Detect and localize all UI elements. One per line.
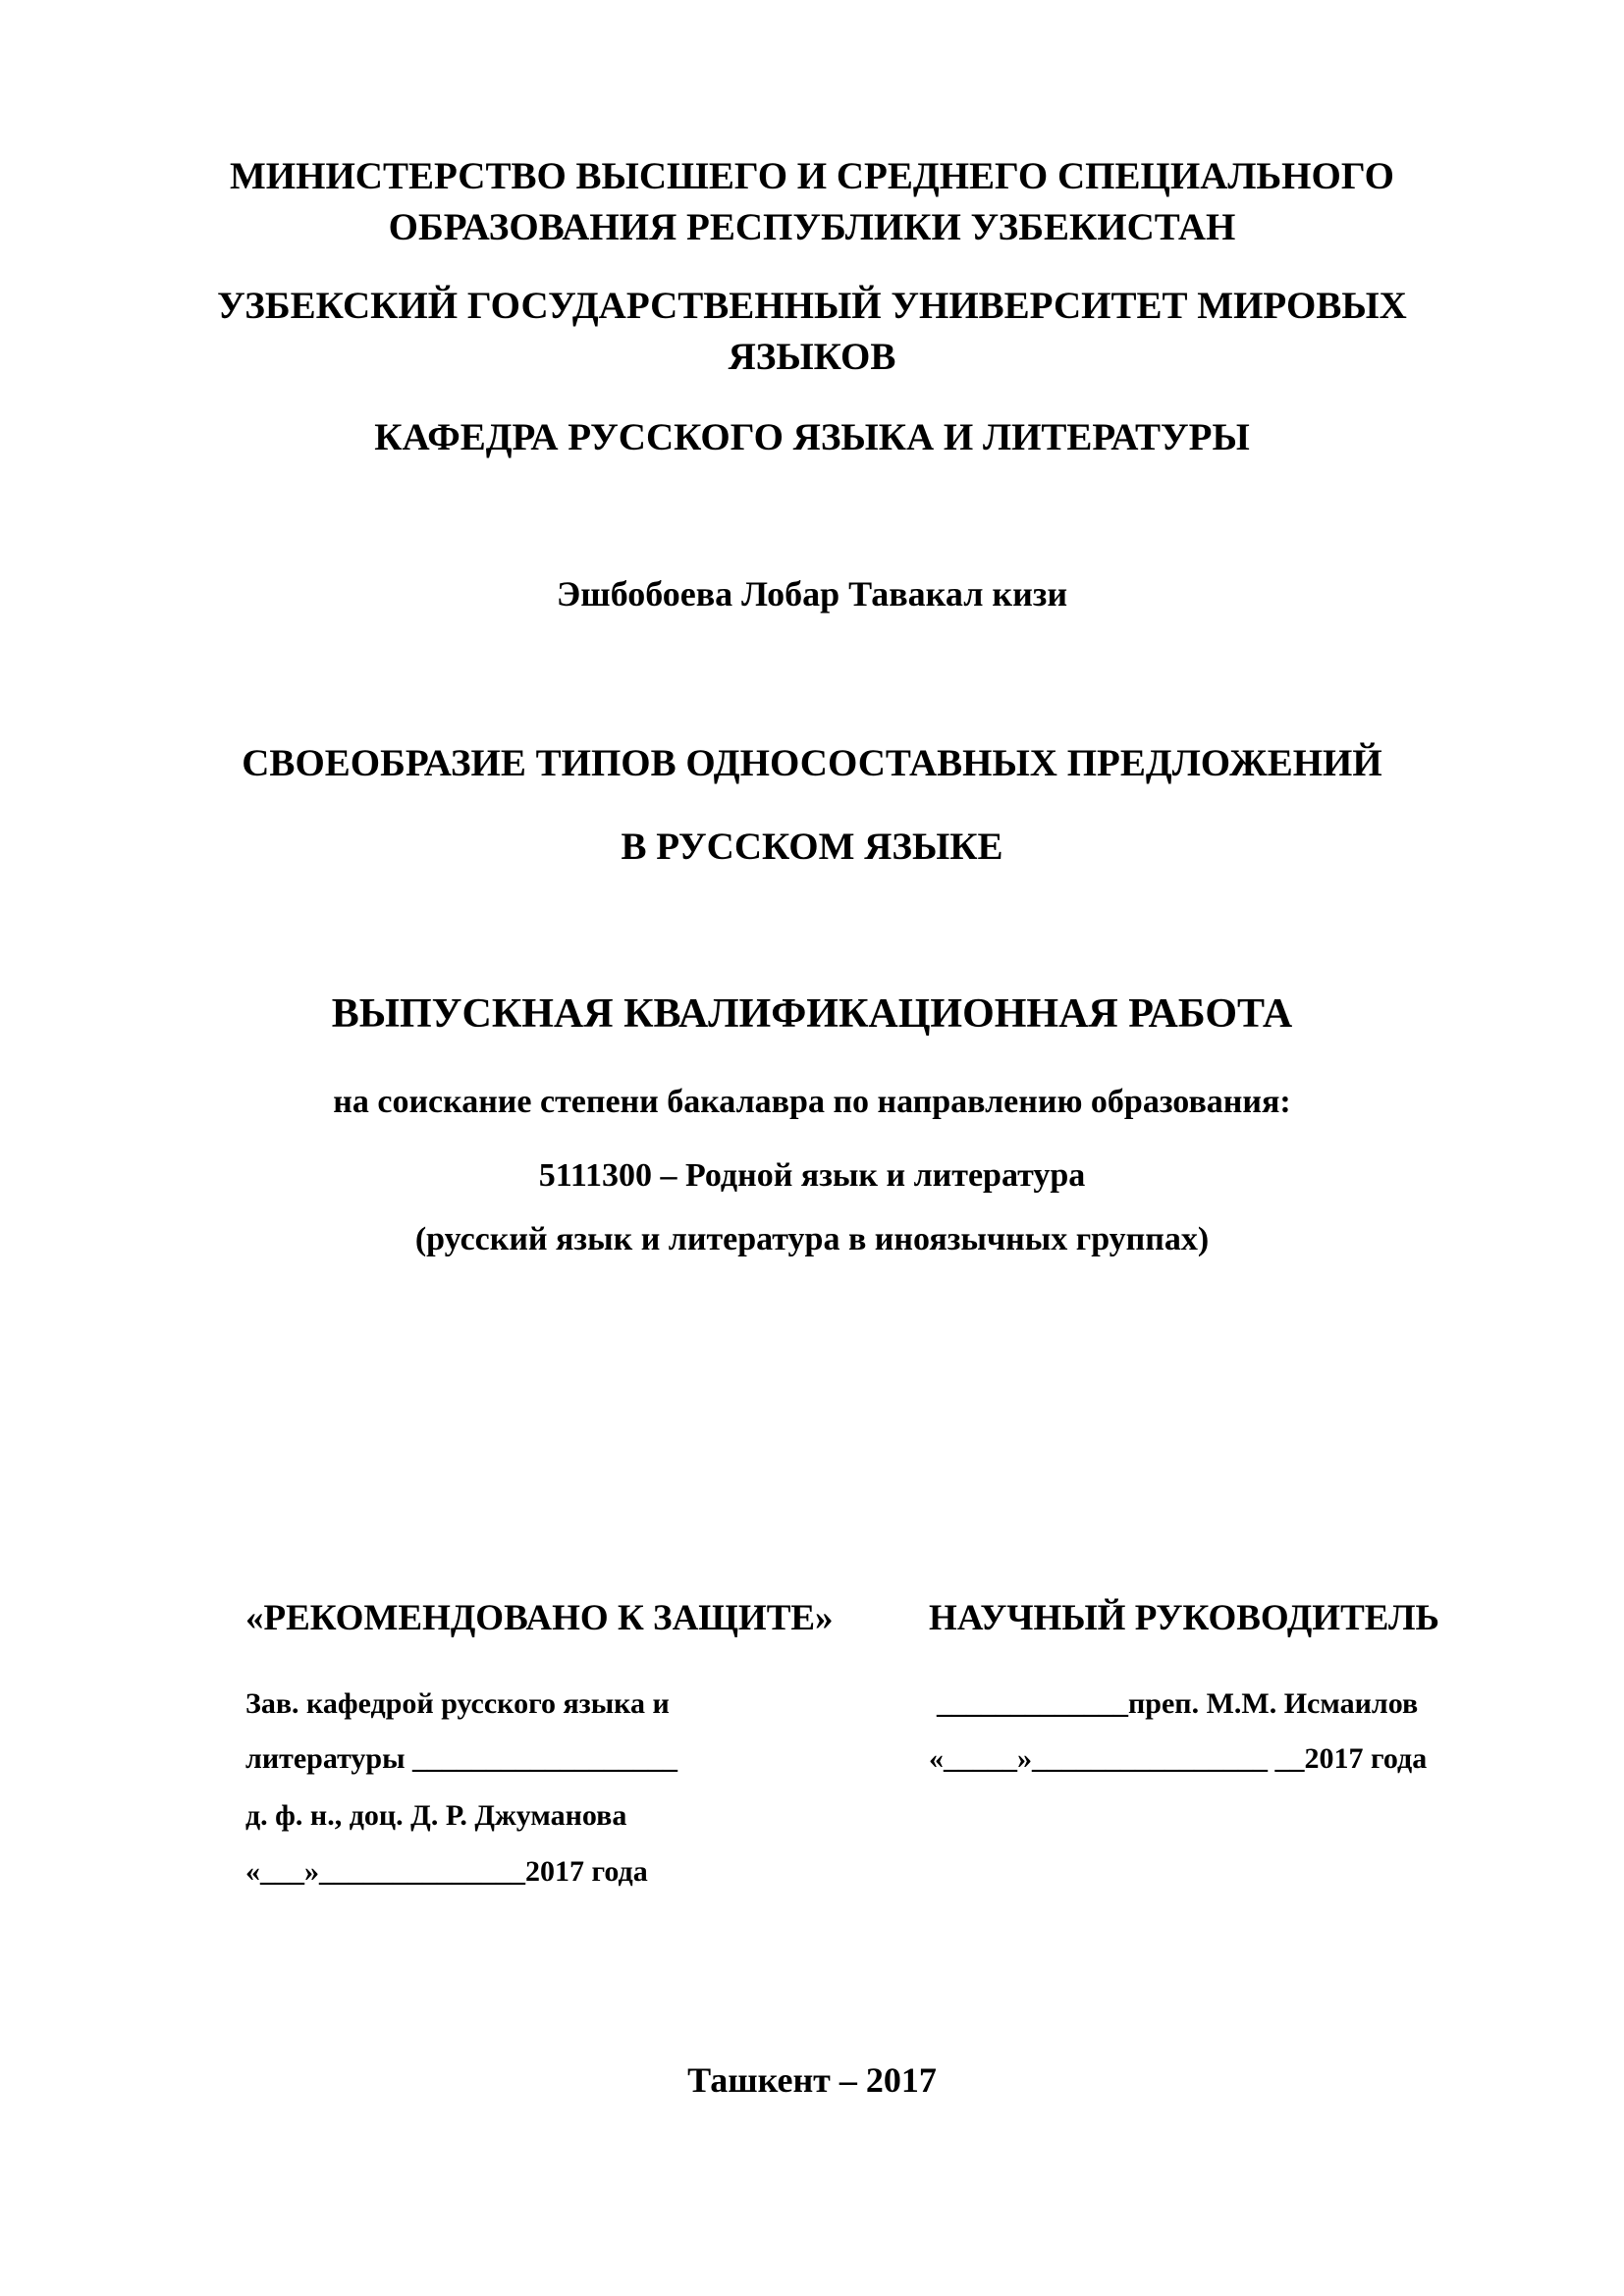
place-and-year: Ташкент – 2017	[687, 2060, 937, 2100]
ministry-line-1: МИНИСТЕРСТВО ВЫСШЕГО И СРЕДНЕГО СПЕЦИАЛЬНОГО	[229, 155, 1395, 197]
work-type-title: ВЫПУСКНАЯ КВАЛИФИКАЦИОННАЯ РАБОТА	[331, 991, 1293, 1037]
supervisor-heading: НАУЧНЫЙ РУКОВОДИТЕЛЬ	[929, 1598, 1439, 1638]
ministry-line-2: ОБРАЗОВАНИЯ РЕСПУБЛИКИ УЗБЕКИСТАН	[388, 206, 1236, 248]
recommendation-heading: «РЕКОМЕНДОВАНО К ЗАЩИТЕ»	[245, 1598, 834, 1638]
university-line-2: ЯЗЫКОВ	[728, 336, 896, 378]
university-line-1: УЗБЕКСКИЙ ГОСУДАРСТВЕННЫЙ УНИВЕРСИТЕТ МИРОВЫХ	[217, 285, 1407, 327]
supervisor-date: «_____»________________ __2017 года	[929, 1742, 1428, 1775]
specialization-line: (русский язык и литература в иноязычных группах)	[414, 1221, 1210, 1257]
department-name: КАФЕДРА РУССКОГО ЯЗЫКА И ЛИТЕРАТУРЫ	[374, 416, 1250, 458]
head-of-department-date: «___»______________2017 года	[245, 1855, 648, 1888]
topic-line-1: СВОЕОБРАЗИЕ ТИПОВ ОДНОСОСТАВНЫХ ПРЕДЛОЖЕНИЙ	[242, 742, 1382, 784]
topic-line-2: В РУССКОМ ЯЗЫКЕ	[621, 826, 1003, 868]
degree-line: на соискание степени бакалавра по направлению образования:	[333, 1084, 1291, 1120]
head-of-department-name: д. ф. н., доц. Д. Р. Джуманова	[245, 1799, 627, 1832]
head-of-department-line-1: Зав. кафедрой русского языка и	[245, 1687, 670, 1720]
head-of-department-line-2: литературы __________________	[245, 1742, 678, 1775]
author-name: Эшбобоева Лобар Тавакал кизи	[556, 574, 1068, 614]
program-code-line: 5111300 – Родной язык и литература	[538, 1157, 1086, 1194]
supervisor-signature-line: _____________преп. М.М. Исмаилов	[937, 1687, 1419, 1720]
